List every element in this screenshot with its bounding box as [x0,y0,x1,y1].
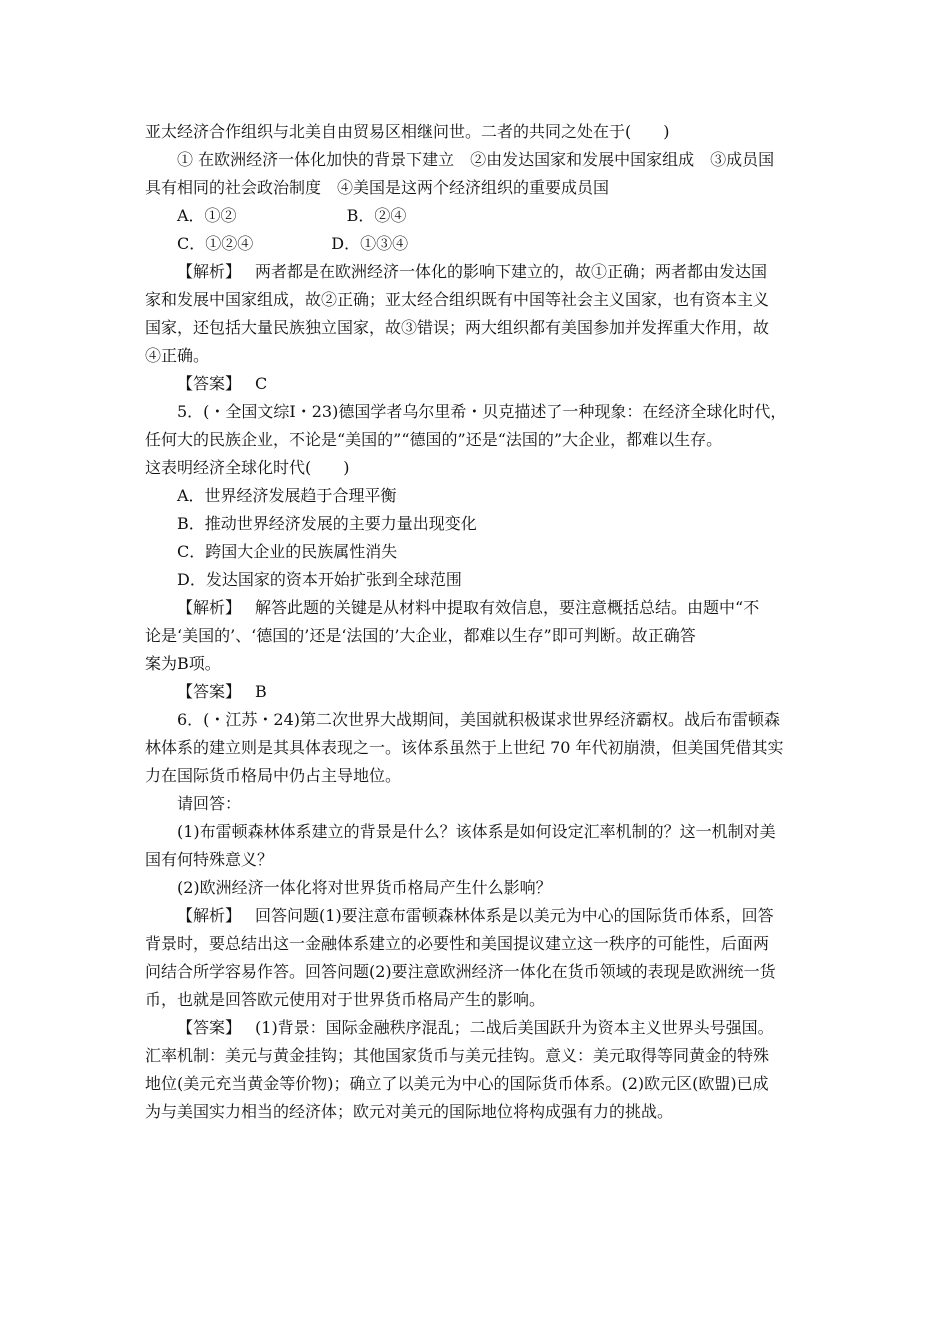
q5-analysis-text1: 解答此题的关键是从材料中提取有效信息，要注意概括总结。由题中“不 [255,598,760,617]
q4-option-b: B．②④ [346,206,407,225]
q5-option-c: C．跨国大企业的民族属性消失 [177,542,398,561]
q6-answer-line2: 汇率机制：美元与黄金挂钩；其他国家货币与美元挂钩。意义：美元取得等同黄金的特殊 [145,1046,770,1065]
q5-option-a: A．世界经济发展趋于合理平衡 [177,486,397,505]
q6-prompt: 请回答： [177,794,242,813]
q6-analysis-text1: 回答问题(1)要注意布雷顿森林体系是以美元为中心的国际货币体系，回答 [255,906,774,925]
q6-sub1-line2: 国有何特殊意义？ [145,850,274,869]
q4-option-a: A．①② [177,206,237,225]
q4-answer-value: C [255,374,268,393]
q4-analysis-line4: ④正确。 [145,346,210,365]
q6-stem-line2: 林体系的建立则是其具体表现之一。该体系虽然于上世纪 70 年代初崩溃，但美国凭借其实 [145,738,784,757]
q4-options-cd [145,230,815,258]
document-page [145,118,815,1126]
q5-stem-line1: 5．(・全国文综Ⅰ・23)德国学者乌尔里希・贝克描述了一种现象：在经济全球化时代， [177,402,787,421]
q4-analysis-line1 [145,258,815,286]
q6-analysis-tag: 【解析】 [177,906,242,925]
q5-analysis-tag: 【解析】 [177,598,242,617]
q6-answer-tag: 【答案】 [177,1018,242,1037]
q4-stem-tail: 亚太经济合作组织与北美自由贸易区相继问世。二者的共同之处在于( ) [145,122,670,141]
q6-sub2: (2)欧洲经济一体化将对世界货币格局产生什么影响？ [177,878,552,897]
q5-answer-value: B [255,682,267,701]
q6-sub1-line1: (1)布雷顿森林体系建立的背景是什么？该体系是如何设定汇率机制的？这一机制对美 [177,822,776,841]
q6-analysis-line4: 币，也就是回答欧元使用对于世界货币格局产生的影响。 [145,990,546,1009]
q5-option-b: B．推动世界经济发展的主要力量出现变化 [177,514,477,533]
q6-stem-line1: 6．(・江苏・24)第二次世界大战期间，美国就积极谋求世界经济霸权。战后布雷顿森 [177,710,781,729]
q4-analysis-text1: 两者都是在欧洲经济一体化的影响下建立的，故①正确；两者都由发达国 [255,262,768,281]
q6-answer-line3: 地位(美元充当黄金等价物)；确立了以美元为中心的国际货币体系。(2)欧元区(欧盟)已成 [145,1074,769,1093]
q4-options-ab [145,202,815,230]
q6-answer-line1 [145,1014,815,1042]
q4-option-c: C．①②④ [177,234,254,253]
q4-option-d: D．①③④ [331,234,409,253]
q6-analysis-line2: 背景时，要总结出这一金融体系建立的必要性和美国提议建立这一秩序的可能性，后面两 [145,934,770,953]
q5-analysis-line1 [145,594,815,622]
q6-analysis-line3: 问结合所学容易作答。回答问题(2)要注意欧洲经济一体化在货币领域的表现是欧洲统一货 [145,962,776,981]
q4-analysis-tag: 【解析】 [177,262,242,281]
q6-answer-line4: 为与美国实力相当的经济体；欧元对美元的国际地位将构成强有力的挑战。 [145,1102,674,1121]
q5-answer-tag: 【答案】 [177,682,242,701]
q4-answer-tag: 【答案】 [177,374,242,393]
q5-stem-line3: 这表明经济全球化时代( ) [145,458,350,477]
q5-analysis-line2: 论是‘美国的’、‘德国的’还是‘法国的’大企业，都难以生存”即可判断。故正确答 [145,626,696,645]
q5-option-d: D．发达国家的资本开始扩张到全球范围 [177,570,462,589]
q6-analysis-line1 [145,902,815,930]
q4-answer-line [145,370,815,398]
q4-analysis-line2: 家和发展中国家组成，故②正确；亚太经合组织既有中国等社会主义国家，也有资本主义 [145,290,770,309]
q4-analysis-line3: 国家，还包括大量民族独立国家，故③错误；两大组织都有美国参加并发挥重大作用，故 [145,318,770,337]
q5-stem-line2: 任何大的民族企业，不论是“美国的”“德国的”还是“法国的”大企业，都难以生存。 [145,430,723,449]
q6-answer-text1: (1)背景：国际金融秩序混乱；二战后美国跃升为资本主义世界头号强国。 [255,1018,774,1037]
q6-stem-line3: 力在国际货币格局中仍占主导地位。 [145,766,402,785]
q5-answer-line [145,678,815,706]
q4-items-line2: 具有相同的社会政治制度 ④美国是这两个经济组织的重要成员国 [145,178,610,197]
q5-analysis-line3: 案为B项。 [145,654,221,673]
q4-items-line1: ① 在欧洲经济一体化加快的背景下建立 ②由发达国家和发展中国家组成 ③成员国 [177,150,775,169]
